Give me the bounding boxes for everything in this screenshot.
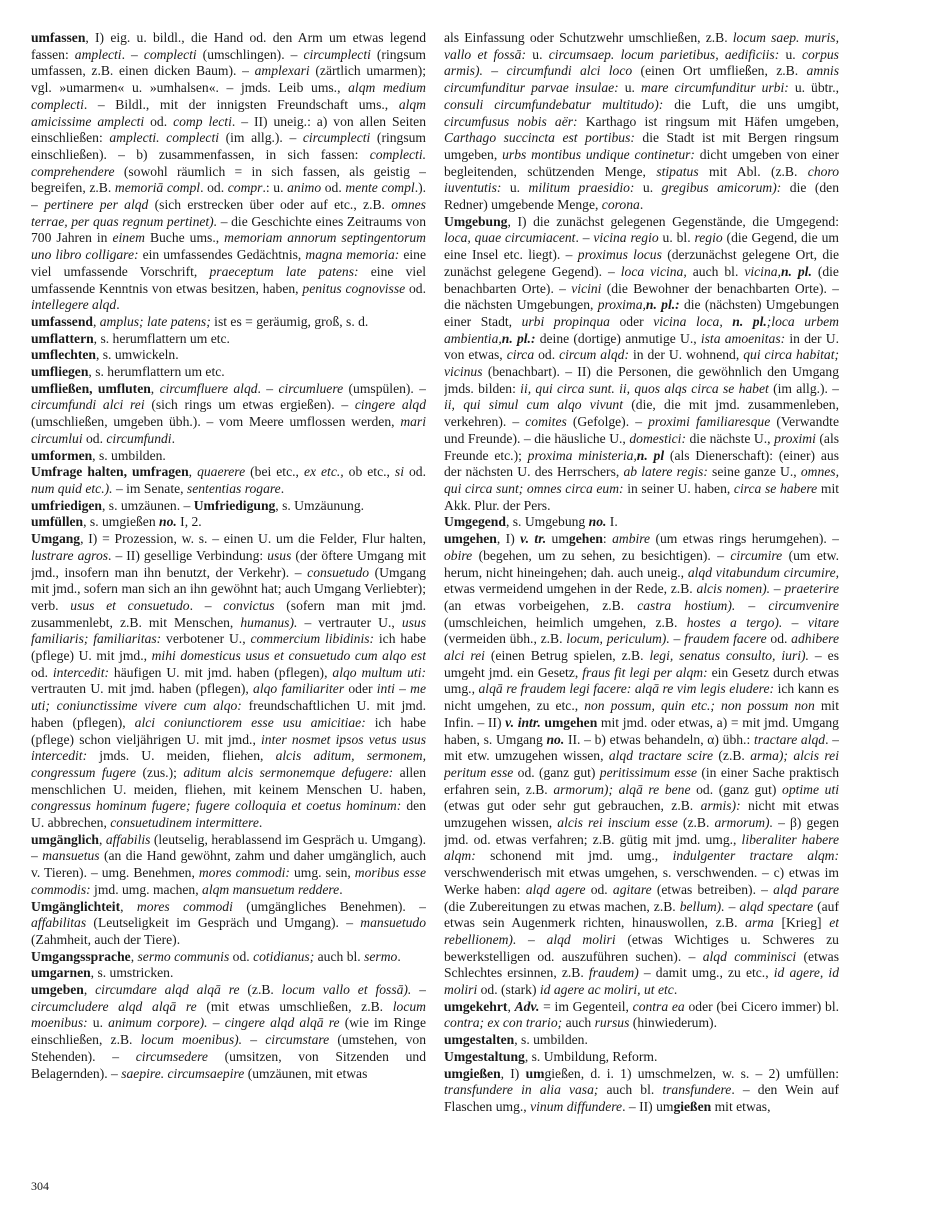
dictionary-entry: umfassen, I) eig. u. bildl., die Hand od. den Arm um etwas legend fassen: amplecti. – complecti (umschlingen). – circumplecti (ringsum umfassen, z.B. einen dicken Baum). – amplexari (zärtlich umarmen); vgl. »umarmen« u. »umhalsen«. – jmds. Leib ums., alqm medium complecti. – Bildl., mit der innigsten Freundschaft ums., alqm amicissime amplecti od. comp lecti. – II) uneig.: a) von allen Seiten einschließen: amplecti. complecti (im allg.). – circumplecti (ringsum einschließen). – b) zusammenfassen, in sich fassen: complecti. comprehendere (sowohl räumlich = in sich fassen, als geistig – begreifen, z.B. memoriā compl. od. compr.: u. animo od. mente compl.). – pertinere per alqd (sich erstrecken über oder auf etc., z.B. omnes terrae, per quas regnum pertinet). – die Geschichte eines Zeitraums von 700 Jahren in einem Buche ums., memoriam annorum septingentorum uno libro colligare: ein umfassendes Gedächtnis, magna memoria: eine viel umfassende Vorschrift, praeceptum late patens: eine viel umfassende Kenntnis von etwas besitzen, haben, penitus cognovisse od. intellegere alqd. xyxy=(31,30,426,313)
dictionary-entry: umgestalten, s. umbilden. xyxy=(444,1032,588,1048)
dictionary-entry: umfliegen, s. herumflattern um etc. xyxy=(31,364,225,380)
dictionary-entry: umfließen, umfluten, circumfluere alqd. – circumluere (umspülen). – circumfundi alci rei (sich rings um etwas ergießen). – cingere alqd (umschließen, umgeben übh.). – vom Meere umflossen werden, mari circumlui od. circumfundi. xyxy=(31,380,426,446)
dictionary-entry: Umfrage halten, umfragen, quaerere (bei etc., ex etc., ob etc., si od. num quid etc.). – im Senate, sententias rogare. xyxy=(31,464,426,496)
dictionary-entry: Umgänglichteit, mores commodi (umgängliches Benehmen). – affabilitas (Leutseligkeit im Gespräch und Umgang). – mansuetudo (Zahmheit, auch der Tiere). xyxy=(31,898,426,947)
dictionary-entry: umgießen, I) umgießen, d. i. 1) umschmelzen, w. s. – 2) umfüllen: transfundere in alia vasa; auch bl. transfundere. – den Wein auf Flaschen umg., vinum diffundere. – II) umgießen mit etwas, xyxy=(444,1065,839,1114)
dictionary-entry: umflechten, s. umwickeln. xyxy=(31,347,179,363)
dictionary-entry: Umgegend, s. Umgebung no. I. xyxy=(444,514,618,530)
dictionary-entry: umgeben, circumdare alqd alqā re (z.B. locum vallo et fossā). – circumcludere alqd alqā re (mit etwas umschließen, z.B. locum moenibus: u. animum corpore). – cingere alqd alqā re (wie im Ringe einschließen, z.B. locum moenibus). – circumstare (umstehen, von Stehenden). – circumsedere (umsitzen, von Sitzenden und Belagernden). – saepire. circumsaepire (umzäunen, mit etwas xyxy=(31,982,426,1081)
right-column xyxy=(444,30,839,1178)
dictionary-entry: umgarnen, s. umstricken. xyxy=(31,965,174,981)
dictionary-entry: Umgestaltung, s. Umbildung, Reform. xyxy=(444,1048,658,1064)
left-column xyxy=(31,30,426,1178)
dictionary-entry: umgekehrt, Adv. = im Gegenteil, contra ea oder (bei Cicero immer) bl. contra; ex con trario; auch rursus (hinwiederum). xyxy=(444,998,839,1031)
dictionary-entry: umfüllen, s. umgießen no. I, 2. xyxy=(31,514,202,530)
dictionary-entry: Umgang, I) = Prozession, w. s. – einen U. um die Felder, Flur halten, lustrare agros. – II) gesellige Verbindung: usus (der öftere Umgang mit jmd., insofern man ihn benutzt, der Verkehr). – consuetudo (Umgang mit jmd., sofern man sich an ihn gewöhnt hat; auch Umgang Verliebter); verb. usus et consuetudo. – convictus (sofern man mit jmd. zusammenlebt, z.B. mit Menschen, humanus). – vertrauter U., usus familiaris; familiaritas: verbotener U., commercium libidinis: ich habe (pflege) U. mit jmd., mihi domesticus usus et consuetudo cum alqo est od. intercedit: häufigen U. mit jmd. haben (pflegen), alqo multum uti: vertrauten U. mit jmd. haben (pflegen), alqo familiariter oder inti – me uti; coniunctissime vivere cum alqo: freundschaftlichen U. mit jmd. haben (pflegen), alci coniunctiorem esse usu amicitiae: ich habe (pflege) schon vieljährigen U. mit jmd., inter nosmet ipsos vetus usus intercedit: jmds. U. meiden, fliehen, alcis aditum, sermonem, congressum fugere (zus.); aditum alcis sermonemque defugere: allen menschlichen U. meiden, fliehen, mit keinem Menschen U. haben, congressus hominum fugere; fugere colloquia et coetus hominum: den U. abbrechen, consuetudinem intermittere. xyxy=(31,531,426,831)
dictionary-entry: Umgebung, I) die zunächst gelegenen Gegenstände, die Umgegend: loca, quae circumiacent. – vicina regio u. bl. regio (die Gegend, die um eine Insel etc. liegt). – proximus locus (derzunächst gelegene Ort, die zunächst gelegene Gegend). – loca vicina, auch bl. vicina,n. pl. (die benachbarten Orte). – vicini (die Bewohner der benachbarten Orte). – die nächsten Umgebungen, proxima,n. pl.: die (nächsten) Umgebungen einer Stadt, urbi propinqua oder vicina loca, n. pl.;loca urbem ambientia,n. pl.: deine (dortige) anmutige U., ista amoenitas: in der U. von etwas, circa od. circum alqd: in der U. wohnend, qui circa habitat; vicinus (benachbart). – II) die Personen, die gewöhnlich den Umgang jmds. bilden: ii, qui circa sunt. ii, quos alqs circa se habet (im allg.). – ii, qui simul cum alqo vivunt (die, die mit jmd. zusammenleben, verkehren). – comites (Gefolge). – proximi familiaresque (Verwandte und Freunde). – die häusliche U., domestici: die nächste U., proximi (als Freunde etc.); proxima ministeria,n. pl (als Dienerschaft): (einer) aus der nächsten U. des Herrschers, ab latere regis: seine ganze U., omnes, qui circa sunt; omnes circa eum: in seiner U. haben, circa se habere mit Akk. Plur. der Pers. xyxy=(444,213,839,513)
dictionary-entry: als Einfassung oder Schutzwehr umschließen, z.B. locum saep. muris, vallo et fossā: u. circumsaep. locum parietibus, aedificiis: u. corpus armis). – circumfundi alci loco (einen Ort umfließen, z.B. amnis circumfunditur parvae insulae: u. mare circumfunditur urbi: u. übtr., consuli circumfundebatur multitudo): die Luft, die uns umgibt, circumfusus nobis aër: Karthago ist ringsum mit Häfen umgeben, Carthago succincta est portibus: die Stadt ist mit Bergen ringsum umgeben, urbs montibus undique continetur: dicht umgeben von einer begleitenden, schützenden Menge, stipatus mit Abl. (z.B. choro iuventutis: u. militum praesidio: u. gregibus amicorum): die (den Redner) umgebende Menge, corona. xyxy=(444,30,839,213)
dictionary-entry: umformen, s. umbilden. xyxy=(31,447,166,463)
dictionary-entry: Umgangssprache, sermo communis od. cotidianus; auch bl. sermo. xyxy=(31,948,401,964)
dictionary-entry: umfriedigen, s. umzäunen. – Umfriedigung, s. Umzäunung. xyxy=(31,497,365,513)
page-number: 304 xyxy=(31,1179,49,1193)
dictionary-entry: umflattern, s. herumflattern um etc. xyxy=(31,330,230,346)
dictionary-entry: umfassend, amplus; late patens; ist es = geräumig, groß, s. d. xyxy=(31,313,369,329)
dictionary-entry: umgehen, I) v. tr. umgehen: ambire (um etwas rings herumgehen). – obire (begehen, um zu sehen, zu besichtigen). – circumire (um etw. herum, nicht hineingehen; dah. auch uneig., alqd vitabundum circumire, etwas vermeidend umgehen in der Rede, z.B. alcis nomen). – praeterire (an etwas vorbeigehen, z.B. castra hostium). – circumvenire (umschleichen, heimlich umgehen, z.B. hostes a tergo). – vitare (vermeiden übh., z.B. locum, periculum). – fraudem facere od. adhibere alci rei (einen Betrug spielen, z.B. legi, senatus consulto, iuri). – es umgeht jmd. ein Gesetz, fraus fit legi per alqm: ein Gesetz durch etwas umg., alqā re fraudem legi facere: alqā re vim legis eludere: ich kann es nicht umgehen, zu etc., non possum, quin etc.; non possum non mit Infin. – II) v. intr. umgehen mit jmd. oder etwas, a) = mit jmd. Umgang haben, s. Umgang no. II. – b) etwas behandeln, α) übh.: tractare alqd. – mit etw. umzugehen wissen, alqd tractare scire (z.B. arma); alcis rei peritum esse od. (ganz gut) peritissimum esse (in einer Sache praktisch erfahren sein, z.B. armorum); alqā re bene od. (ganz gut) optime uti (etwas gut oder sehr gut gebrauchen, z.B. armis): nicht mit etwas umzugehen wissen, alcis rei inscium esse (z.B. armorum). – β) gegen jmd. od. etwas verfahren; z.B. gütig mit jmd. umg., liberaliter habere alqm: schonend mit jmd. umg., indulgenter tractare alqm: verschwenderisch mit etwas umgehen, s. verschwenden. – c) etwas im Werke haben: alqd agere od. agitare (etwas betreiben). – alqd parare (die Zubereitungen zu etwas machen, z.B. bellum). – alqd spectare (auf etwas sein Augenmerk richten, hinauswollen, z.B. arma [Krieg] et rebellionem). – alqd moliri (etwas Wichtiges u. Schweres zu bewerkstelligen od. auszuführen suchen). – alqd comminisci (etwas Schlechtes ersinnen, z.B. fraudem) – damit umg., zu etc., id agere, id moliri od. (stark) id agere ac moliri, ut etc. xyxy=(444,531,839,998)
dictionary-entry: umgänglich, affabilis (leutselig, herablassend im Gespräch u. Umgang). – mansuetus (an die Hand gewöhnt, zahm und daher umgänglich, auch v. Tieren). – umg. Benehmen, mores commodi: umg. sein, moribus esse commodis: jmd. umg. machen, alqm mansuetum reddere. xyxy=(31,831,426,897)
